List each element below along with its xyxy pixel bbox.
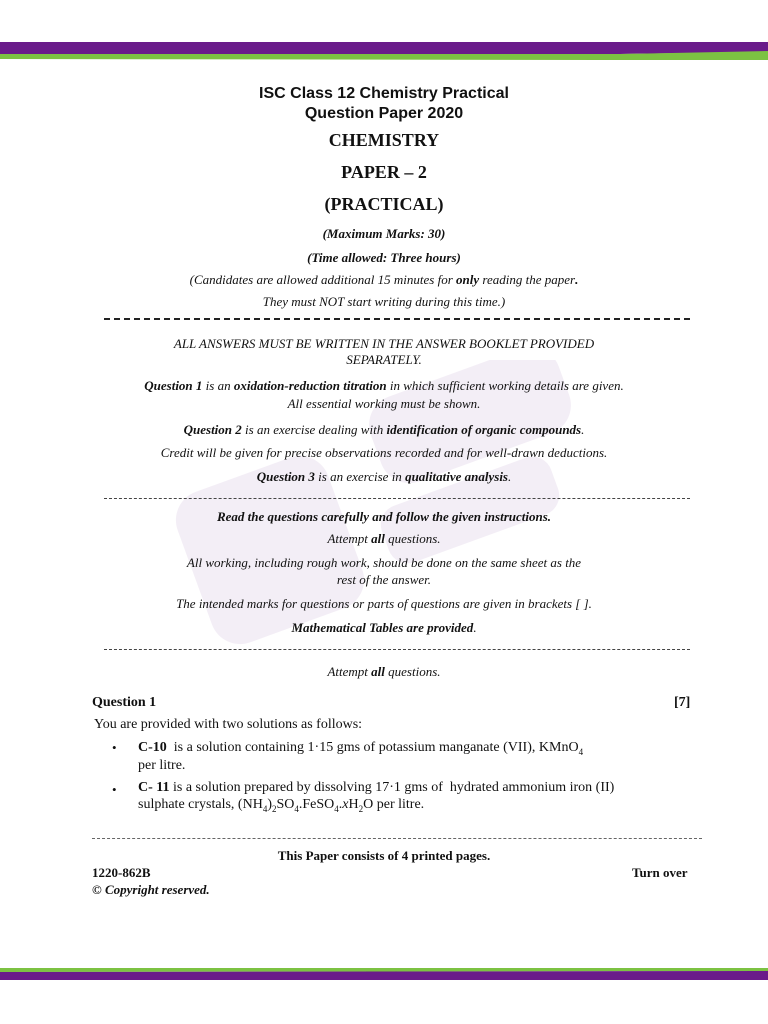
page-title-line1: ISC Class 12 Chemistry Practical	[259, 85, 509, 102]
reading-time-note: (Candidates are allowed additional 15 minutes for only reading the paper.	[189, 272, 579, 287]
attempt-all-note: Attempt all questions.	[327, 531, 441, 546]
question2-description-line2: Credit will be given for precise observations recorded and for well-drawn deductions.	[160, 445, 608, 460]
solution-c11-line2: sulphate crystals, $(NH_4)_2SO_4.FeSO_4.xH_2O$ per litre.	[138, 797, 425, 814]
subject-heading: CHEMISTRY	[328, 130, 440, 150]
question3-description: Question 3 is an exercise in qualitative analysis.	[256, 469, 512, 484]
attempt-all-heading: Attempt all questions.	[327, 664, 441, 679]
solution-c11: C- 11 is a solution prepared by dissolving 17·1 gms of hydrated ammonium iron (II)	[138, 780, 615, 795]
divider	[104, 498, 690, 499]
divider	[92, 838, 702, 839]
page-title-line2: Question Paper 2020	[304, 105, 464, 122]
turn-over-label: Turn over	[632, 865, 688, 880]
rough-work-note: All working, including rough work, should be done on the same sheet as the	[186, 555, 582, 570]
question1-label: Question 1	[92, 695, 157, 710]
question1-marks: [7]	[674, 695, 691, 710]
bullet-icon: •	[112, 740, 117, 755]
tables-note: Mathematical Tables are provided.	[291, 620, 477, 635]
divider	[104, 318, 690, 320]
solution-c10: C-10 is a solution containing 1·15 gms of potassium manganate (VII), KMnO$_4$	[138, 740, 584, 757]
answer-booklet-note-line2: SEPARATELY.	[346, 352, 422, 367]
time-allowed: (Time allowed: Three hours)	[307, 250, 461, 265]
solution-c10-line2: per litre.	[138, 758, 186, 773]
divider	[104, 649, 690, 650]
rough-work-note-line2: rest of the answer.	[336, 572, 432, 587]
paper-heading: PAPER – 2	[341, 162, 427, 182]
bottom-decorative-band	[0, 966, 768, 980]
copyright-note: © Copyright reserved.	[92, 882, 210, 897]
practical-heading: (PRACTICAL)	[324, 194, 444, 214]
printed-pages-note: This Paper consists of 4 printed pages.	[277, 848, 491, 863]
reading-time-note-line2: They must NOT start writing during this time.)	[262, 294, 506, 309]
paper-code: 1220-862B	[92, 865, 151, 880]
marks-note: The intended marks for questions or parts of questions are given in brackets [ ].	[176, 596, 592, 611]
bullet-icon: •	[112, 782, 117, 797]
max-marks: (Maximum Marks: 30)	[322, 226, 446, 241]
question1-description-line2: All essential working must be shown.	[287, 396, 481, 411]
read-instructions: Read the questions carefully and follow the given instructions.	[216, 509, 552, 524]
question1-description: Question 1 is an oxidation-reduction titration in which sufficient working details are given.	[144, 378, 624, 393]
top-decorative-band	[0, 42, 768, 64]
question2-description: Question 2 is an exercise dealing with identification of organic compounds.	[183, 422, 585, 437]
question1-intro: You are provided with two solutions as follows:	[94, 717, 363, 732]
answer-booklet-note: ALL ANSWERS MUST BE WRITTEN IN THE ANSWER BOOKLET PROVIDED	[173, 336, 595, 351]
